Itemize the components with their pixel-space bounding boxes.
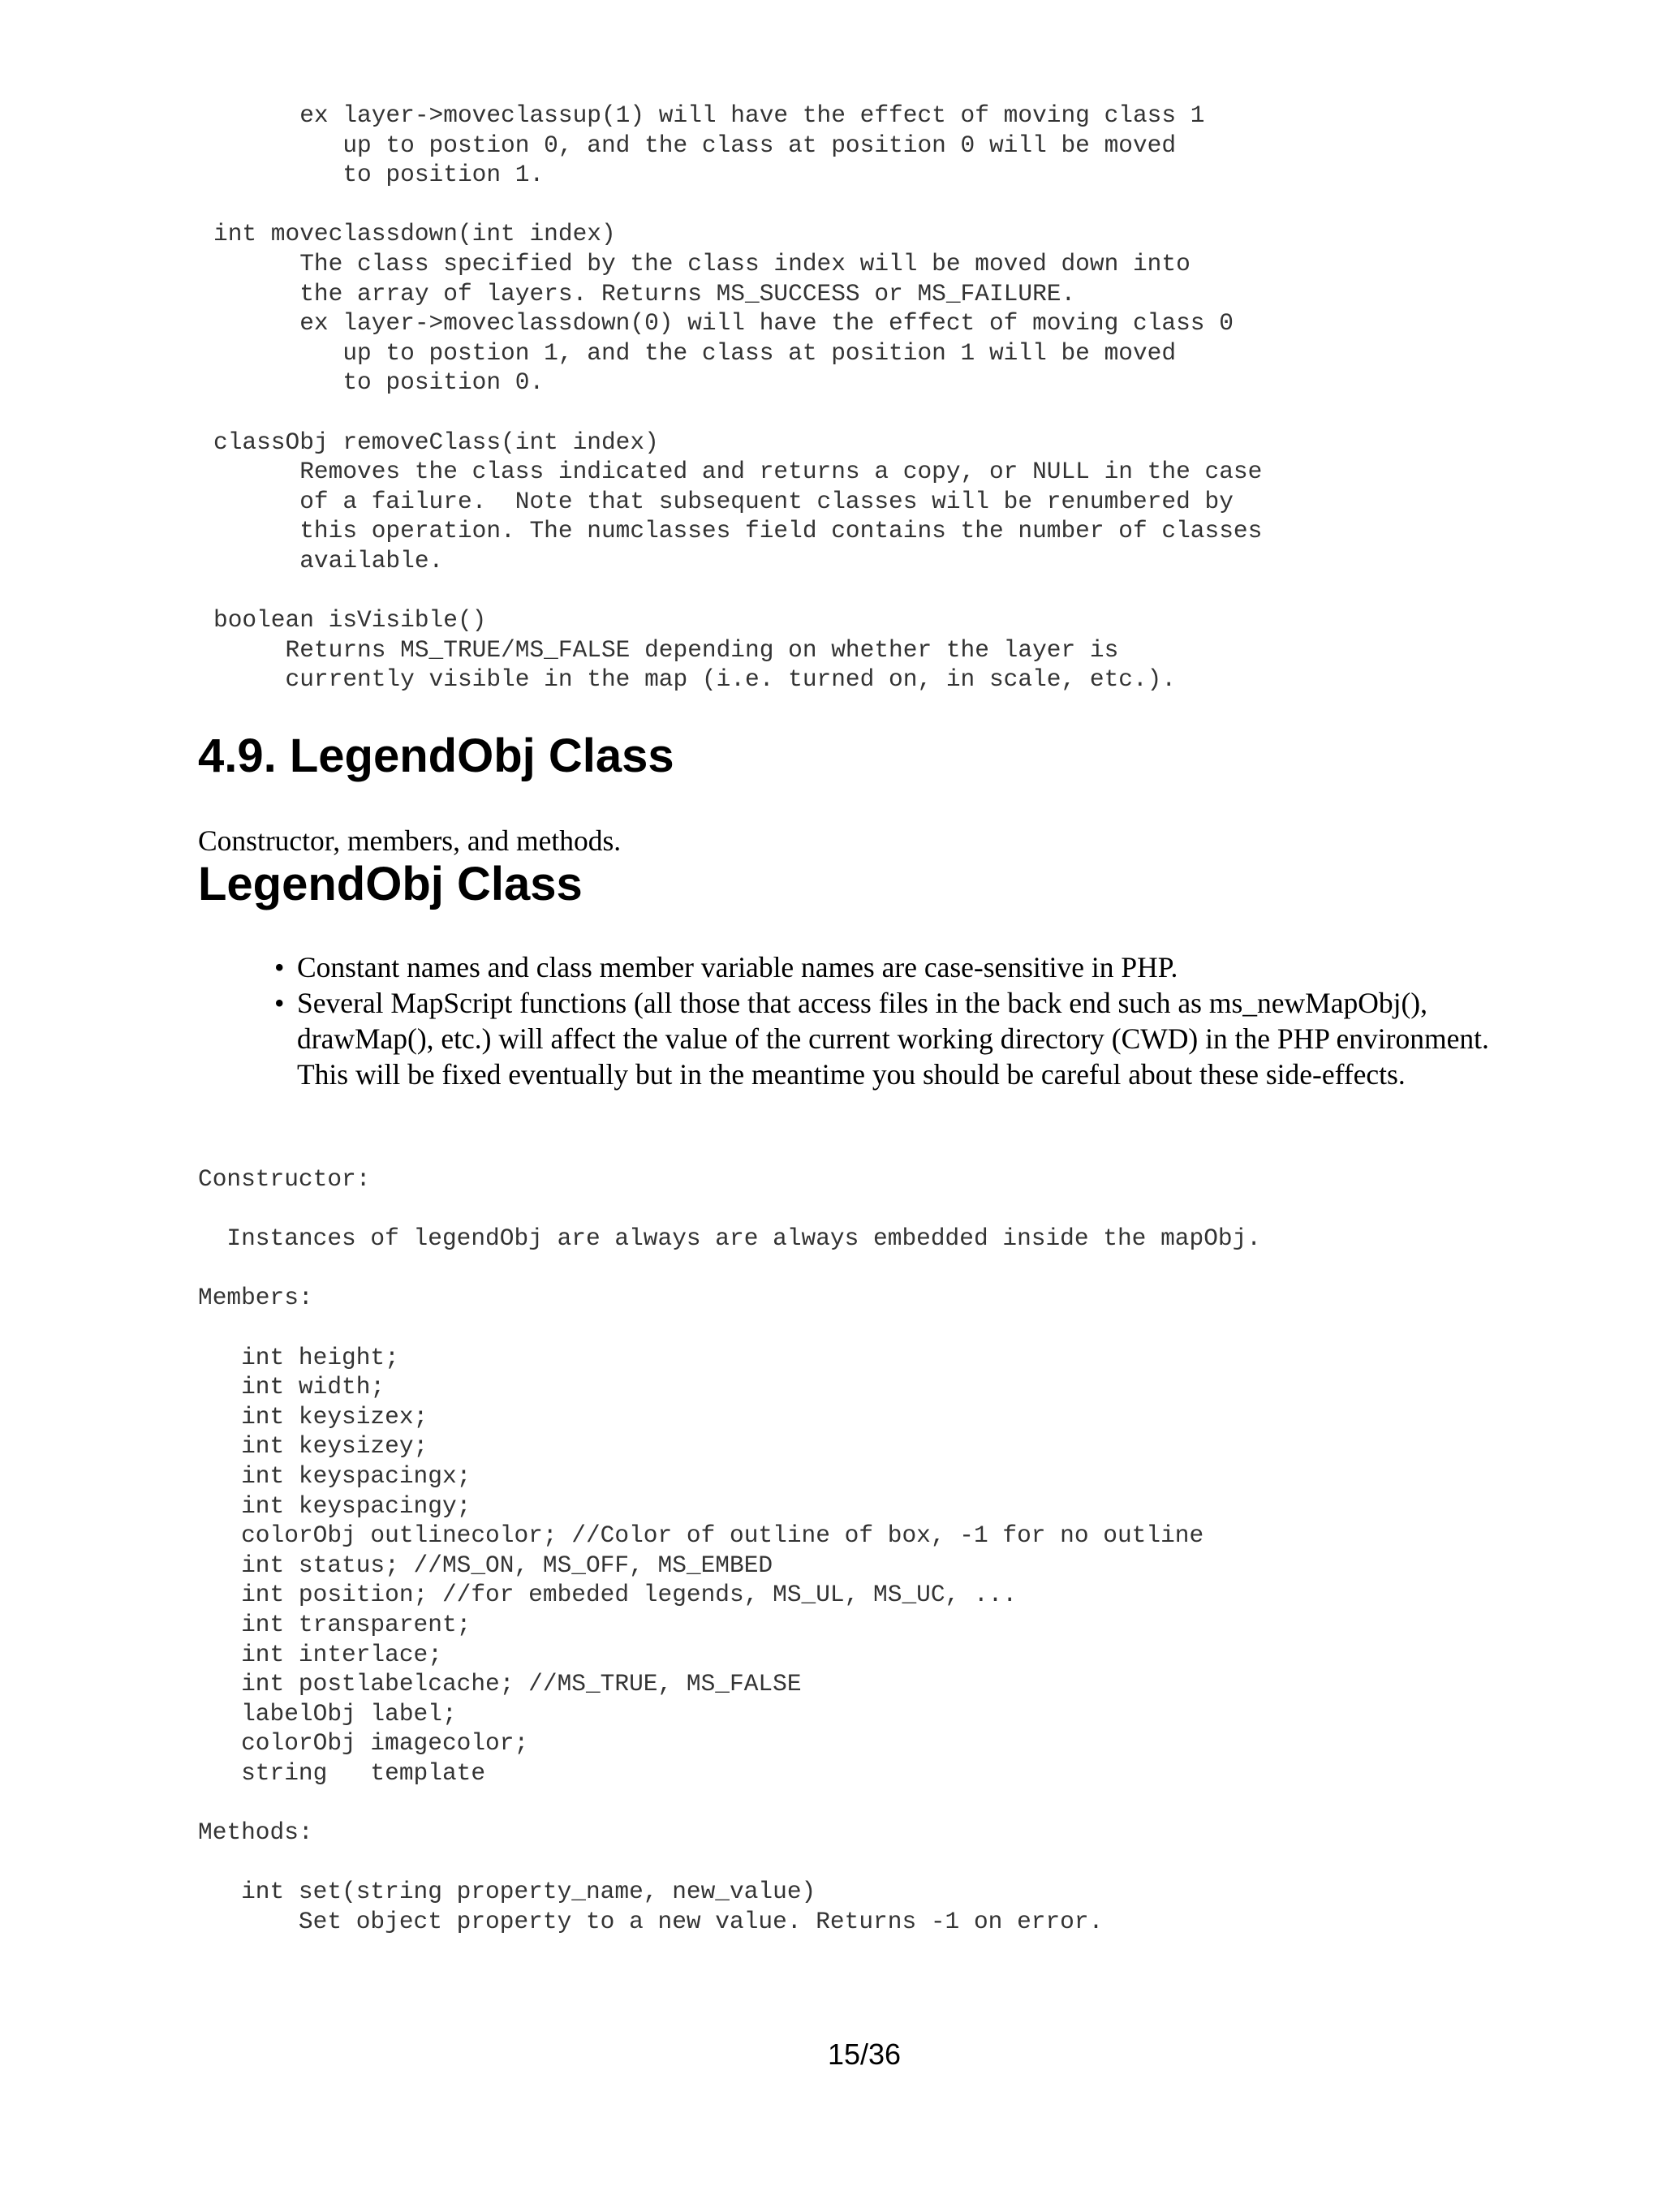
list-item — [274, 985, 1508, 1092]
legendobj-code-block: Constructor: Instances of legendObj are always are always embedded inside the mapObj. Members: int height; int width; int keysizex; int keysizey; int keyspacingx; int keyspacingy; colorObj outlinecolor; //Color of outline of box, -1 for no outline int status; //MS_ON, MS_OFF, MS_EMBED int position; //for embeded legends, MS_UL, MS_UC, ... int transparent; int interlace; int postlabelcache; //MS_TRUE, MS_FALSE labelObj label; colorObj imagecolor; string template Methods: int set(string property_name, new_value) Set object property to a new value. Returns -1 on error. — [198, 1165, 1262, 1935]
intro-text: Constructor, members, and methods. — [198, 824, 622, 857]
list-item — [274, 949, 1508, 985]
list-item-text: Several MapScript functions (all those that access files in the back end such as ms_newMapObj(), drawMap(), etc.) will affect the value of the current working directory (CWD) in the PHP environment. This will be fixed eventually but in the meantime you should be careful about these side-effects. — [297, 987, 1489, 1091]
notes-bullet-list — [274, 949, 1508, 1092]
list-item-text: Constant names and class member variable names are case-sensitive in PHP. — [297, 951, 1178, 983]
page-number: 15/36 — [827, 2038, 902, 2071]
bullet-icon: • — [274, 951, 285, 983]
method-reference-code-block: ex layer->moveclassup(1) will have the effect of moving class 1 up to postion 0, and the class at position 0 will be moved to position 1. int moveclassdown(int index) The class specified by the class index will be moved down into the array of layers. Returns MS_SUCCESS or MS_FAILURE. ex layer->moveclassdown(0) will have the effect of moving class 0 up to postion 1, and the class at position 1 will be moved to position 0. classObj removeClass(int index) Removes the class indicated and returns a copy, or NULL in the case of a failure. Note that subsequent classes will be renumbered by this operation. The numclasses field contains the number of classes available. boolean isVisible() Returns MS_TRUE/MS_FALSE depending on whether the layer is currently visible in the map (i.e. turned on, in scale, etc.). — [213, 101, 1263, 694]
section-heading: 4.9. LegendObj Class — [198, 729, 674, 782]
class-heading: LegendObj Class — [198, 858, 583, 910]
bullet-icon: • — [274, 987, 285, 1019]
